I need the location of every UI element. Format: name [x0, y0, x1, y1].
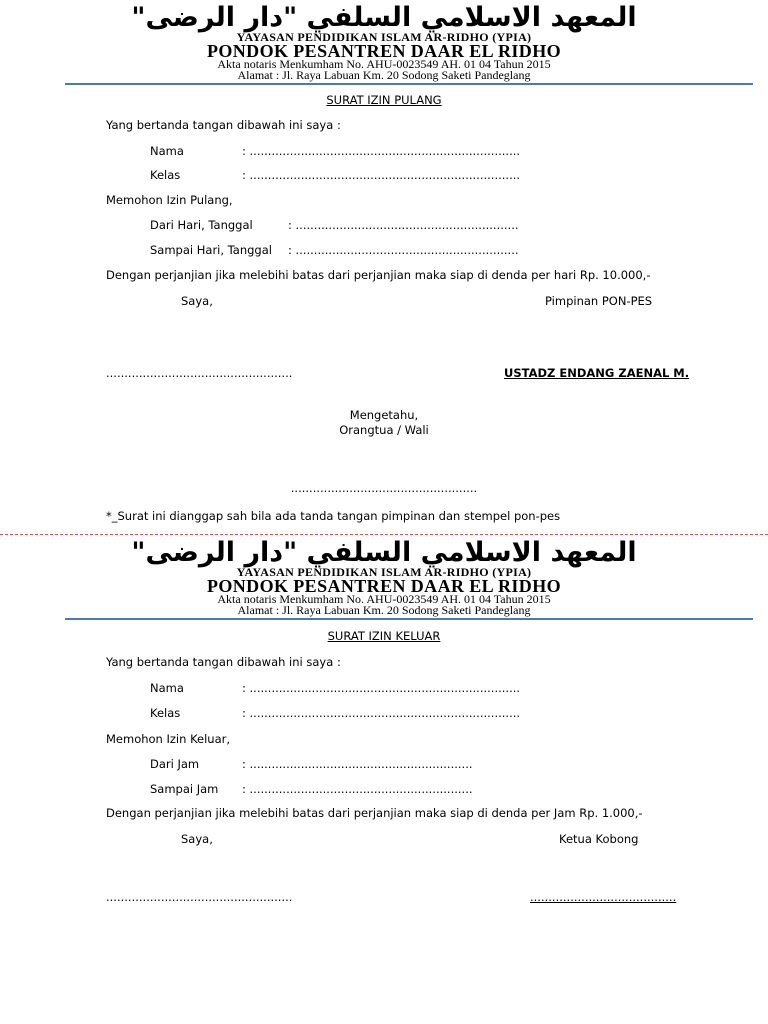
- perjanjian-text: Dengan perjanjian jika melebihi batas dari perjanjian maka siap di denda per hari Rp. 10.000,-: [106, 268, 651, 282]
- signature-line-ketua[interactable]: ........................................: [530, 890, 677, 904]
- pondok-name: PONDOK PESANTREN DAAR EL RIDHO: [206, 576, 562, 596]
- memohon-text: Memohon Izin Pulang,: [106, 193, 233, 207]
- sampai-label: Sampai Hari, Tanggal: [150, 243, 272, 257]
- pondok-name: PONDOK PESANTREN DAAR EL RIDHO: [206, 41, 562, 61]
- intro-text: Yang bertanda tangan dibawah ini saya :: [106, 655, 341, 669]
- arabic-title: المعهد الاسلامي السلفي "دار الرضى": [131, 537, 637, 568]
- header-divider: [65, 618, 753, 620]
- signature-line-student[interactable]: ...................................................: [106, 890, 293, 904]
- memohon-text: Memohon Izin Keluar,: [106, 732, 231, 746]
- saya-label: Saya,: [181, 832, 213, 846]
- dari-field[interactable]: : .............................................................: [288, 218, 519, 232]
- nama-label: Nama: [150, 144, 184, 158]
- form-title: SURAT IZIN KELUAR: [327, 629, 441, 643]
- alamat: Alamat : Jl. Raya Labuan Km. 20 Sodong Saketi Pandeglang: [237, 68, 531, 82]
- form-title: SURAT IZIN PULANG: [326, 93, 442, 107]
- akta-notaris: Akta notaris Menkumham No. AHU-0023549 AH. 01 04 Tahun 2015: [217, 57, 551, 71]
- mengetahu-label: Mengetahu,: [349, 408, 419, 422]
- yayasan-name: YAYASAN PENDIDIKAN ISLAM AR-RIDHO (YPIA): [236, 565, 532, 579]
- sampai-label: Sampai Jam: [150, 782, 219, 796]
- intro-text: Yang bertanda tangan dibawah ini saya :: [106, 118, 341, 132]
- nama-field[interactable]: : ..........................................................................: [242, 681, 521, 695]
- akta-notaris: Akta notaris Menkumham No. AHU-0023549 AH. 01 04 Tahun 2015: [217, 592, 551, 606]
- signature-line-wali[interactable]: ...................................................: [290, 481, 478, 495]
- alamat: Alamat : Jl. Raya Labuan Km. 20 Sodong Saketi Pandeglang: [237, 603, 531, 617]
- ketua-label: Ketua Kobong: [559, 832, 639, 846]
- dari-label: Dari Hari, Tanggal: [150, 218, 253, 232]
- sampai-field[interactable]: : .............................................................: [242, 782, 473, 796]
- orangtua-label: Orangtua / Wali: [339, 423, 429, 437]
- kelas-field[interactable]: : ..........................................................................: [242, 706, 521, 720]
- yayasan-name: YAYASAN PENDIDIKAN ISLAM AR-RIDHO (YPIA): [236, 30, 532, 44]
- cut-line: [0, 534, 768, 535]
- kelas-label: Kelas: [150, 706, 181, 720]
- perjanjian-text: Dengan perjanjian jika melebihi batas dari perjanjian maka siap di denda per Jam Rp. 1.000,-: [106, 806, 643, 820]
- arabic-title: المعهد الاسلامي السلفي "دار الرضى": [131, 2, 637, 33]
- pimpinan-label: Pimpinan PON-PES: [545, 294, 653, 308]
- sampai-field[interactable]: : .............................................................: [288, 243, 519, 257]
- nama-label: Nama: [150, 681, 184, 695]
- signature-line-student[interactable]: ...................................................: [106, 366, 293, 380]
- saya-label: Saya,: [181, 294, 213, 308]
- kelas-field[interactable]: : ..........................................................................: [242, 168, 521, 182]
- signature-name-pimpinan: USTADZ ENDANG ZAENAL M.: [504, 366, 690, 380]
- header-divider: [65, 83, 753, 85]
- dari-label: Dari Jam: [150, 757, 200, 771]
- dari-field[interactable]: : .............................................................: [242, 757, 473, 771]
- nama-field[interactable]: : ..........................................................................: [242, 144, 521, 158]
- kelas-label: Kelas: [150, 168, 181, 182]
- validity-note: *_Surat ini dianggap sah bila ada tanda tangan pimpinan dan stempel pon-pes: [106, 509, 561, 523]
